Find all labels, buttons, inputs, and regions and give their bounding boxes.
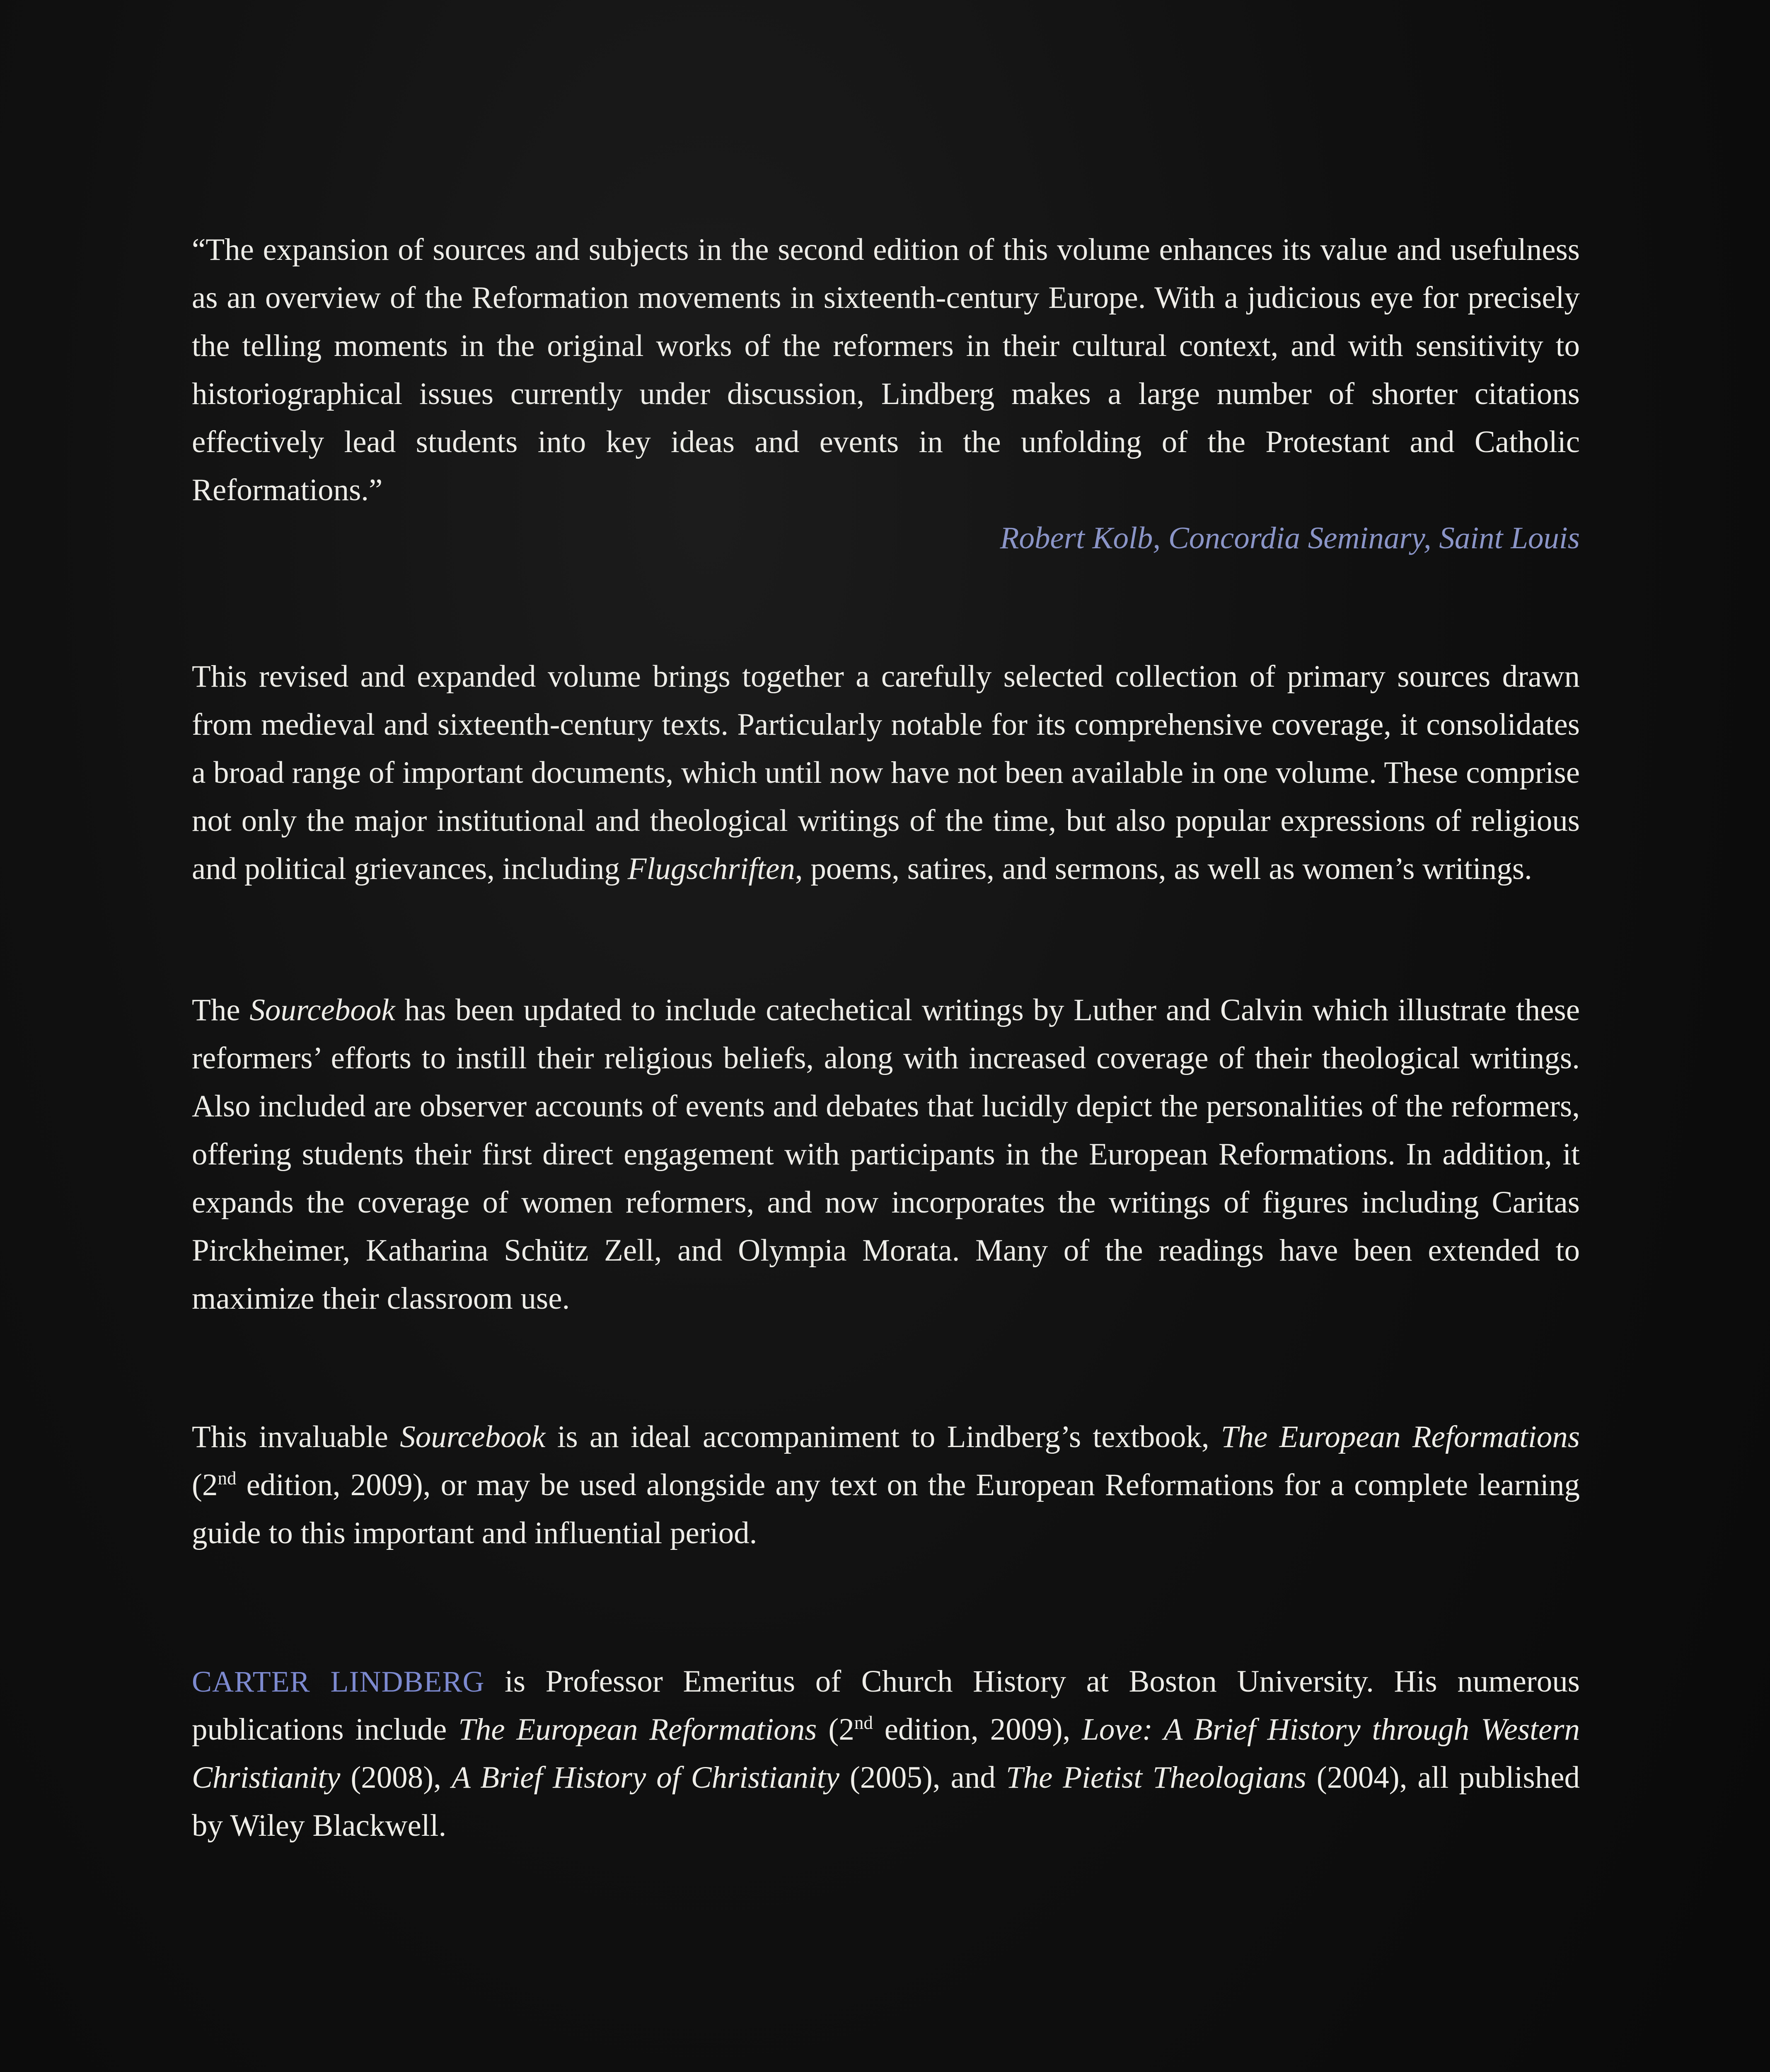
quote-text: “The expansion of sources and subjects in the second edition of this volume enhances its value and usefulness as an overview of the Reformation movements in sixteenth-century Europe. With a judicious eye for precisely the telling moments in the original works of the reformers in their cultural context, and with sensitivity to historiographical issues currently under discussion, Lindberg makes a large number of shorter citations effectively lead students into key ideas and events in the unfolding of the Protestant and Catholic Reformations.” [192, 232, 1580, 507]
description-paragraph-1 [192, 653, 1580, 893]
desc-3-superscript: nd [218, 1468, 237, 1489]
author-superscript: nd [854, 1712, 873, 1733]
author-text-3: edition, 2009), [873, 1712, 1082, 1747]
desc-2-text-b: has been updated to include catechetical writings by Luther and Calvin which illustrate these reformers’ efforts to instill their religious beliefs, along with increased coverage of their theological writings. Also included are observer accounts of events and debates that lucidly depict the personalities of the reformers, offering students their first direct engagement with participants in the European Reformations. In addition, it expands the coverage of women reformers, and now incorporates the writings of figures including Caritas Pirckheimer, Katharina Schütz Zell, and Olympia Morata. Many of the readings have been extended to maximize their classroom use. [192, 993, 1580, 1316]
description-paragraph-2 [192, 986, 1580, 1323]
author-bio [192, 1658, 1580, 1850]
desc-1-text-b: , poems, satires, and sermons, as well as women’s writings. [795, 852, 1532, 886]
author-name: CARTER LINDBERG [192, 1665, 485, 1698]
desc-3-italic-2: The European Reformations [1221, 1420, 1580, 1454]
author-text-6: (2004), all published by Wiley Blackwell. [192, 1760, 1580, 1843]
desc-3-text-c: (2 [192, 1468, 218, 1502]
desc-3-text-d: edition, 2009), or may be used alongside any text on the European Reformations for a complete learning guide to this important and influential period. [192, 1468, 1580, 1550]
description-paragraph-3 [192, 1413, 1580, 1557]
quote-attribution: Robert Kolb, Concordia Seminary, Saint Louis [1000, 521, 1580, 555]
endorsement-quote [192, 226, 1580, 562]
desc-3-text-b: is an ideal accompaniment to Lindberg’s textbook, [545, 1420, 1221, 1454]
desc-1-italic: Flugschriften [627, 852, 795, 886]
desc-2-italic: Sourcebook [249, 993, 395, 1027]
desc-3-italic-1: Sourcebook [400, 1420, 546, 1454]
author-book-3: A Brief History of Christianity [452, 1760, 839, 1795]
author-book-2: Love: A Brief History through Western Christianity [192, 1712, 1580, 1795]
author-book-4: The Pietist Theologians [1006, 1760, 1306, 1795]
author-text-5: (2005), and [839, 1760, 1006, 1795]
author-text-4: (2008), [340, 1760, 452, 1795]
author-book-1: The European Reformations [458, 1712, 817, 1747]
desc-1-text-a: This revised and expanded volume brings together a carefully selected collection of primary sources drawn from medieval and sixteenth-century texts. Particularly notable for its comprehensive coverage, it consolidates a broad range of important documents, which until now have not been available in one volume. These comprise not only the major institutional and theological writings of the time, but also popular expressions of religious and political grievances, including [192, 659, 1580, 886]
desc-3-text-a: This invaluable [192, 1420, 400, 1454]
author-text-2: (2 [817, 1712, 854, 1747]
author-text-1: is Professor Emeritus of Church History at Boston University. His numerous publications include [192, 1664, 1580, 1747]
desc-2-text-a: The [192, 993, 250, 1027]
